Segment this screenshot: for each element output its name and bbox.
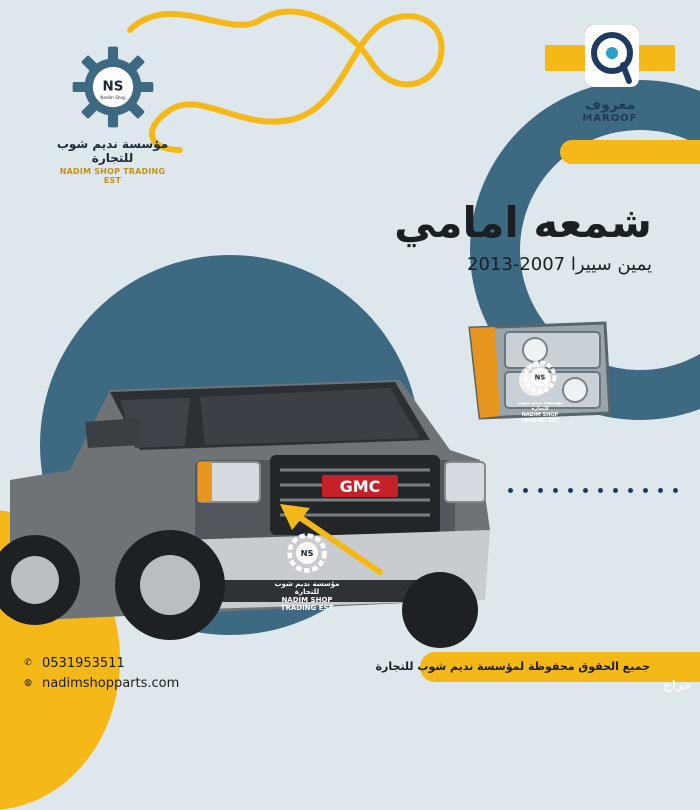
haraj-watermark: حراج <box>663 678 692 692</box>
dot <box>583 488 588 493</box>
product-title: شمعه امامي <box>394 198 652 247</box>
website-link[interactable]: nadimshopparts.com <box>42 675 180 691</box>
svg-text:GMC: GMC <box>339 477 381 496</box>
globe-icon: ◍ <box>20 675 36 691</box>
dot <box>613 488 618 493</box>
maroof-logo-icon <box>585 25 639 87</box>
gear-logo-icon <box>284 530 330 576</box>
maroof-label-english: MAROOF <box>582 113 638 124</box>
watermark-name-ar: مؤسسة نديم شوب للتجارة <box>516 400 564 412</box>
svg-text:Nadim Shop: Nadim Shop <box>99 94 126 100</box>
gear-logo-icon <box>521 358 559 396</box>
watermark-name-en: NADIM SHOP TRADING EST <box>521 412 559 424</box>
svg-text:NS: NS <box>534 373 546 382</box>
maroof-label-arabic: معروف <box>584 97 636 113</box>
copyright-text: جميع الحقوق محفوظة لمؤسسة نديم شوب للتجارة <box>375 660 650 673</box>
dot <box>538 488 543 493</box>
svg-text:NS: NS <box>102 79 123 95</box>
product-headline <box>394 200 652 275</box>
contact-website-row[interactable] <box>20 675 179 691</box>
svg-text:NS: NS <box>300 547 314 558</box>
dot <box>628 488 633 493</box>
maroof-badge[interactable] <box>545 25 675 124</box>
watermark-logo <box>272 530 342 612</box>
dot <box>658 488 663 493</box>
dot <box>568 488 573 493</box>
dot <box>553 488 558 493</box>
dot <box>598 488 603 493</box>
watermark-name-ar: مؤسسة نديم شوب للتجارة <box>274 580 340 596</box>
dot <box>643 488 648 493</box>
dot <box>508 488 513 493</box>
shop-name-arabic: مؤسسة نديم شوب للتجارة <box>56 137 169 165</box>
watermark-logo <box>510 358 570 424</box>
watermark-name-en: NADIM SHOP TRADING EST <box>280 596 334 612</box>
decorative-dots <box>508 488 678 493</box>
contact-info <box>20 655 179 695</box>
product-subtitle: يمين سييرا 2007-2013 <box>467 254 652 276</box>
bg-yellow-ribbon <box>560 140 700 164</box>
gear-logo-icon <box>71 45 155 129</box>
dot <box>673 488 678 493</box>
contact-phone-row[interactable] <box>20 655 179 671</box>
dot <box>523 488 528 493</box>
phone-number[interactable]: 0531953511 <box>42 655 125 671</box>
phone-icon: ✆ <box>20 655 36 671</box>
shop-name-english: NADIM SHOP TRADING EST <box>59 167 166 185</box>
truck-image <box>0 370 500 650</box>
shop-logo <box>55 45 170 185</box>
